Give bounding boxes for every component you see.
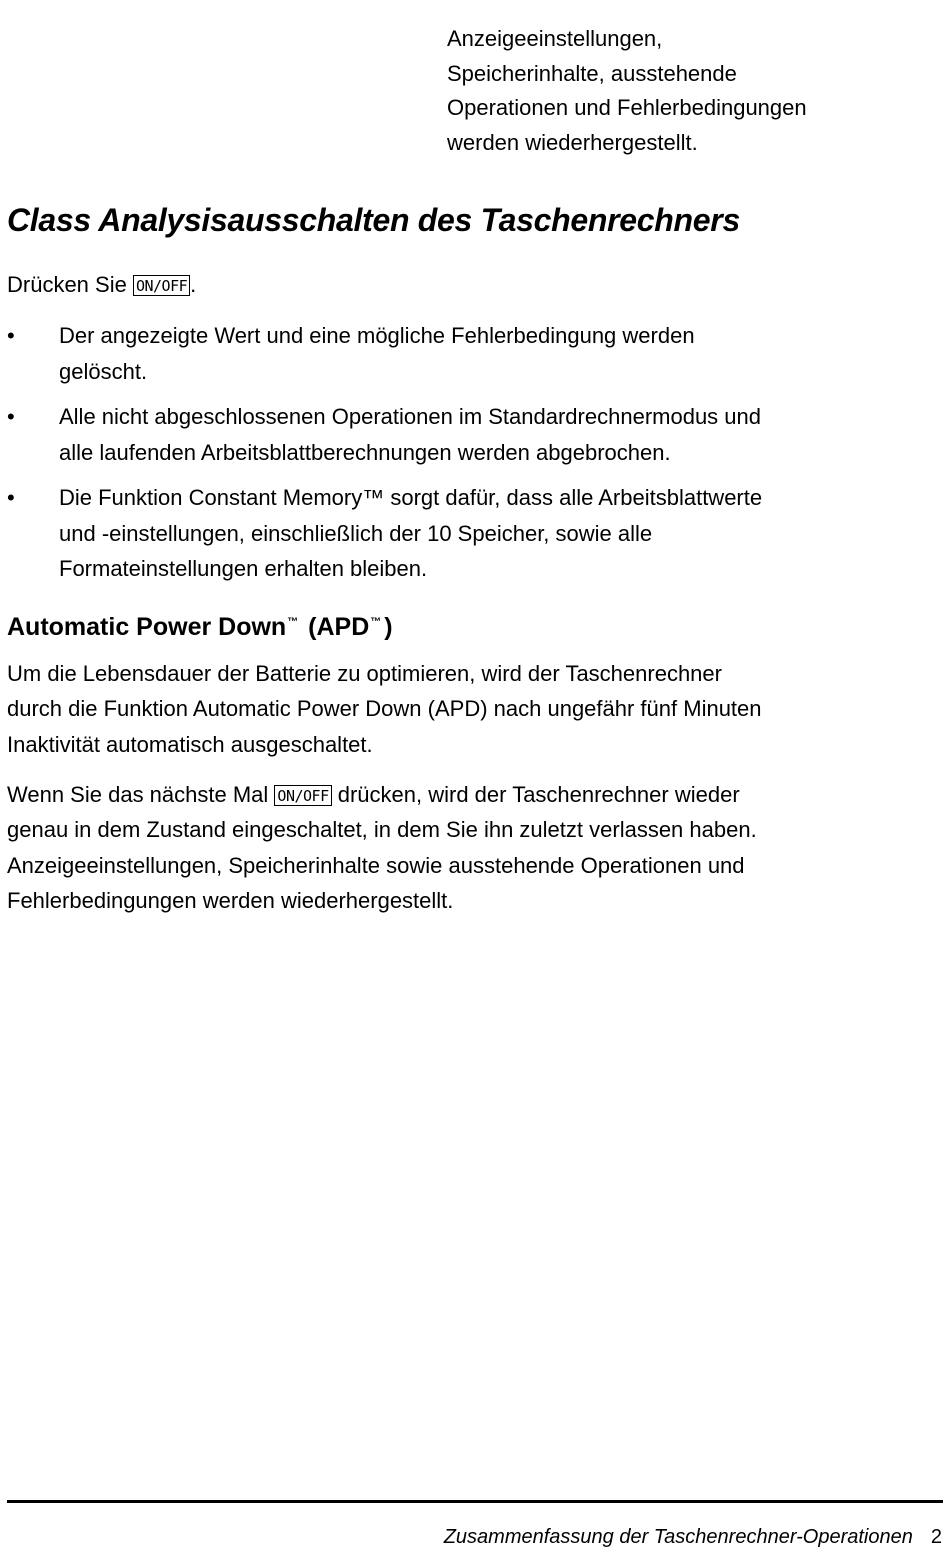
continued-paragraph — [447, 22, 927, 160]
bullet-text-line: Alle nicht abgeschlossenen Operationen im Standardrechnermodus und — [59, 404, 761, 429]
bullet-text-line: gelöscht. — [59, 358, 148, 384]
bullet-text-line: Die Funktion Constant Memory™ sorgt dafür, dass alle Arbeitsblattwerte — [59, 485, 763, 510]
apd-heading-close: ) — [384, 613, 393, 641]
instruction-line — [7, 270, 196, 300]
bullet-text-line: alle laufenden Arbeitsblattberechnungen werden abgebrochen. — [59, 439, 671, 465]
paragraph-line: durch die Funktion Automatic Power Down (APD) nach ungefähr fünf Minuten — [7, 696, 762, 722]
bullet-marker: • — [7, 485, 15, 510]
apd-paragraph-1 — [7, 656, 947, 762]
bullet-item — [7, 318, 942, 389]
bullet-marker: • — [7, 404, 15, 429]
trademark-mark: ™ — [287, 616, 299, 628]
apd-heading-text: Automatic Power Down — [7, 613, 287, 641]
footer-divider — [7, 1500, 943, 1503]
paragraph-text: drücken, wird der Taschenrechner wieder — [337, 782, 740, 807]
apd-heading-abbr: (APD — [308, 613, 370, 641]
bullet-marker: • — [7, 323, 15, 348]
apd-heading — [7, 613, 393, 642]
paragraph-line: Fehlerbedingungen werden wiederhergestellt. — [7, 887, 454, 913]
text-line: Operationen und Fehlerbedingungen — [447, 95, 807, 120]
on-off-key: ON/OFF — [274, 785, 331, 806]
bullet-item — [7, 399, 942, 470]
paragraph-line — [7, 777, 947, 812]
page-number: 2 — [930, 1526, 942, 1548]
text-line: Speicherinhalte, ausstehende — [447, 60, 737, 86]
paragraph-text: Wenn Sie das nächste Mal — [7, 782, 269, 807]
footer-title: Zusammenfassung der Taschenrechner-Operationen — [443, 1526, 913, 1548]
bullet-item — [7, 480, 942, 587]
section-heading: Class Analysisausschalten des Taschenrechners — [7, 202, 740, 238]
on-off-key: ON/OFF — [133, 275, 190, 296]
paragraph-line: Anzeigeeinstellungen, Speicherinhalte sowie ausstehende Operationen und — [7, 852, 745, 878]
paragraph-line: Um die Lebensdauer der Batterie zu optimieren, wird der Taschenrechner — [7, 661, 722, 686]
instruction-period: . — [190, 272, 197, 297]
bullet-text-line: und -einstellungen, einschließlich der 10 Speicher, sowie alle — [59, 520, 653, 546]
trademark-mark: ™ — [370, 616, 382, 628]
paragraph-line: Inaktivität automatisch ausgeschaltet. — [7, 731, 373, 757]
text-line: werden wiederhergestellt. — [447, 129, 698, 155]
paragraph-line: genau in dem Zustand eingeschaltet, in dem Sie ihn zuletzt verlassen haben. — [7, 817, 757, 843]
bullet-text-line: Der angezeigte Wert und eine mögliche Fehlerbedingung werden — [59, 323, 695, 348]
apd-paragraph-2 — [7, 777, 947, 918]
instruction-text: Drücken Sie — [7, 272, 127, 297]
text-line: Anzeigeeinstellungen, — [447, 26, 663, 51]
bullet-list — [7, 318, 942, 597]
bullet-text-line: Formateinstellungen erhalten bleiben. — [59, 556, 428, 581]
page-footer — [444, 1526, 942, 1549]
